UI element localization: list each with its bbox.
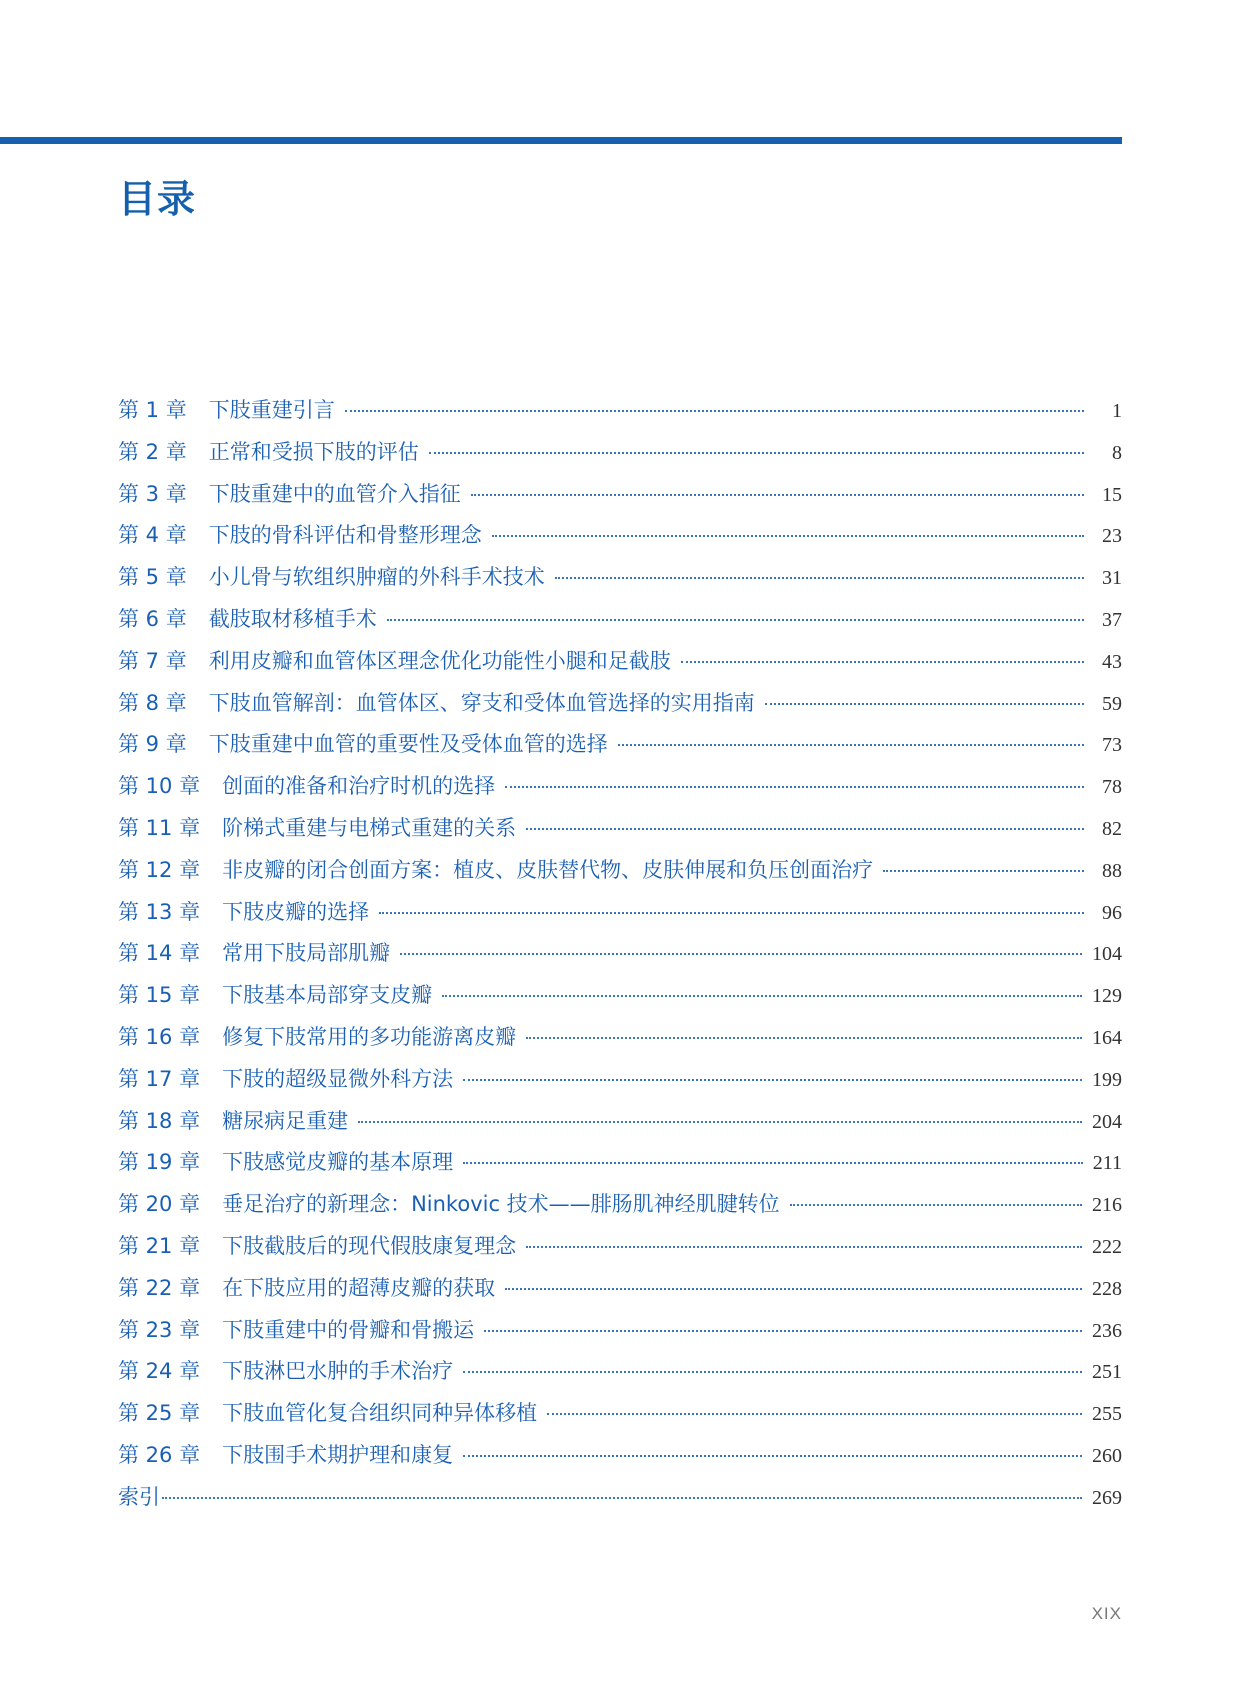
toc-entry-8[interactable] <box>118 687 1122 729</box>
page-number: 164 <box>1092 1026 1122 1049</box>
page-number: 15 <box>1102 483 1122 506</box>
chapter-number: 第 25 章 <box>118 1401 201 1426</box>
dot-leader <box>358 1121 1082 1123</box>
chapter-number: 第 16 章 <box>118 1024 201 1049</box>
chapter-number: 第 9 章 <box>118 732 187 757</box>
page-number: 199 <box>1092 1068 1122 1091</box>
chapter-title: 常用下肢局部肌瓣 <box>222 941 391 966</box>
toc-entry-20[interactable] <box>118 1188 1122 1230</box>
page-number: 59 <box>1102 692 1122 715</box>
chapter-title: 下肢重建中的血管介入指征 <box>208 481 461 506</box>
dot-leader <box>547 1413 1082 1415</box>
page-number: 96 <box>1102 901 1122 924</box>
dot-leader <box>471 494 1084 496</box>
page-number: 251 <box>1092 1361 1122 1384</box>
dot-leader <box>526 828 1084 830</box>
dot-leader <box>555 577 1084 579</box>
chapter-title: 修复下肢常用的多功能游离皮瓣 <box>222 1024 517 1049</box>
chapter-number: 第 14 章 <box>118 941 201 966</box>
page-number: 82 <box>1102 817 1122 840</box>
chapter-number: 第 23 章 <box>118 1317 201 1342</box>
chapter-number: 第 3 章 <box>118 481 187 506</box>
chapter-title: 利用皮瓣和血管体区理念优化功能性小腿和足截肢 <box>208 648 671 673</box>
toc-entry-6[interactable] <box>118 603 1122 645</box>
chapter-number: 第 15 章 <box>118 983 201 1008</box>
dot-leader <box>463 1079 1082 1081</box>
toc-entry-19[interactable] <box>118 1146 1122 1188</box>
dot-leader <box>463 1455 1082 1457</box>
page-number: 204 <box>1092 1110 1122 1133</box>
chapter-number: 第 10 章 <box>118 774 201 799</box>
dot-leader <box>883 870 1084 872</box>
dot-leader <box>429 452 1084 454</box>
page-number: 222 <box>1092 1235 1122 1258</box>
toc-entry-22[interactable] <box>118 1272 1122 1314</box>
page-number: 73 <box>1102 734 1122 757</box>
toc-entry-21[interactable] <box>118 1230 1122 1272</box>
chapter-title: 阶梯式重建与电梯式重建的关系 <box>222 815 517 840</box>
chapter-number: 第 26 章 <box>118 1442 201 1467</box>
dot-leader <box>765 703 1084 705</box>
page-number: 211 <box>1092 1152 1122 1175</box>
chapter-title: 下肢基本局部穿支皮瓣 <box>222 983 433 1008</box>
chapter-title: 创面的准备和治疗时机的选择 <box>222 774 496 799</box>
toc-entry-3[interactable] <box>118 478 1122 520</box>
toc-entry-2[interactable] <box>118 436 1122 478</box>
toc-entry-12[interactable] <box>118 854 1122 896</box>
chapter-number: 第 8 章 <box>118 690 187 715</box>
dot-leader <box>162 1497 1082 1499</box>
dot-leader <box>379 912 1084 914</box>
toc-entry-4[interactable] <box>118 519 1122 561</box>
dot-leader <box>505 786 1084 788</box>
chapter-title: 下肢血管化复合组织同种异体移植 <box>222 1401 538 1426</box>
page-number: 228 <box>1092 1277 1122 1300</box>
index-title: 索引 <box>118 1484 160 1509</box>
page-number: 31 <box>1102 567 1122 590</box>
chapter-number: 第 19 章 <box>118 1150 201 1175</box>
toc-entry-24[interactable] <box>118 1355 1122 1397</box>
chapter-title: 垂足治疗的新理念：Ninkovic 技术——腓肠肌神经肌腱转位 <box>222 1192 780 1217</box>
toc-entry-25[interactable] <box>118 1397 1122 1439</box>
chapter-title: 下肢的骨科评估和骨整形理念 <box>208 523 482 548</box>
chapter-number: 第 17 章 <box>118 1066 201 1091</box>
chapter-title: 正常和受损下肢的评估 <box>208 439 419 464</box>
dot-leader <box>484 1330 1082 1332</box>
chapter-number: 第 4 章 <box>118 523 187 548</box>
chapter-title: 下肢重建中的骨瓣和骨搬运 <box>222 1317 475 1342</box>
toc-entry-9[interactable] <box>118 728 1122 770</box>
page-title: 目录 <box>118 177 197 221</box>
chapter-number: 第 20 章 <box>118 1192 201 1217</box>
header-rule <box>0 137 1122 144</box>
chapter-number: 第 7 章 <box>118 648 187 673</box>
chapter-title: 下肢感觉皮瓣的基本原理 <box>222 1150 454 1175</box>
toc-entry-18[interactable] <box>118 1105 1122 1147</box>
chapter-title: 下肢血管解剖：血管体区、穿支和受体血管选择的实用指南 <box>208 690 755 715</box>
dot-leader <box>400 953 1082 955</box>
dot-leader <box>387 619 1084 621</box>
page-number: 88 <box>1102 859 1122 882</box>
toc-entry-7[interactable] <box>118 645 1122 687</box>
toc-entry-13[interactable] <box>118 896 1122 938</box>
dot-leader <box>681 661 1084 663</box>
toc-entry-11[interactable] <box>118 812 1122 854</box>
dot-leader <box>618 744 1084 746</box>
chapter-title: 下肢重建引言 <box>208 398 335 422</box>
chapter-number: 第 11 章 <box>118 815 201 840</box>
chapter-number: 第 6 章 <box>118 606 187 631</box>
chapter-number: 第 13 章 <box>118 899 201 924</box>
page-number: 43 <box>1102 650 1122 673</box>
chapter-title: 小儿骨与软组织肿瘤的外科手术技术 <box>208 565 545 590</box>
dot-leader <box>463 1162 1083 1164</box>
chapter-number: 第 22 章 <box>118 1275 201 1300</box>
toc-entry-14[interactable] <box>118 937 1122 979</box>
chapter-title: 下肢淋巴水肿的手术治疗 <box>222 1359 454 1384</box>
page-number: 129 <box>1092 985 1122 1008</box>
toc-entry-16[interactable] <box>118 1021 1122 1063</box>
dot-leader <box>526 1037 1082 1039</box>
page-number: 23 <box>1102 525 1122 548</box>
toc-entry-10[interactable] <box>118 770 1122 812</box>
chapter-number: 第 18 章 <box>118 1108 201 1133</box>
page-number: 216 <box>1092 1194 1122 1217</box>
page-number: 78 <box>1102 776 1122 799</box>
dot-leader <box>442 995 1082 997</box>
toc-entry-17[interactable] <box>118 1063 1122 1105</box>
page-number: 104 <box>1092 943 1122 966</box>
dot-leader <box>526 1246 1082 1248</box>
chapter-title: 截肢取材移植手术 <box>208 606 377 631</box>
toc-entry-26[interactable] <box>118 1439 1122 1481</box>
chapter-number: 第 12 章 <box>118 857 201 882</box>
chapter-number: 第 24 章 <box>118 1359 201 1384</box>
page-number: 236 <box>1092 1319 1122 1342</box>
page-folio: XIX <box>1091 1604 1122 1623</box>
chapter-title: 糖尿病足重建 <box>222 1108 349 1133</box>
page-number: 8 <box>1112 441 1122 464</box>
chapter-number: 第 21 章 <box>118 1233 201 1258</box>
dot-leader <box>345 410 1084 412</box>
chapter-number: 第 2 章 <box>118 439 187 464</box>
dot-leader <box>463 1371 1082 1373</box>
chapter-title: 下肢截肢后的现代假肢康复理念 <box>222 1233 517 1258</box>
chapter-title: 下肢的超级显微外科方法 <box>222 1066 454 1091</box>
toc-entry-index[interactable] <box>118 1481 1122 1523</box>
chapter-number: 第 5 章 <box>118 565 187 590</box>
page-number: 260 <box>1092 1444 1122 1467</box>
toc-entry-5[interactable] <box>118 561 1122 603</box>
page-number: 255 <box>1092 1403 1122 1426</box>
chapter-number: 第 1 章 <box>118 398 187 422</box>
page-number: 269 <box>1092 1486 1122 1509</box>
chapter-title: 下肢围手术期护理和康复 <box>222 1442 454 1467</box>
toc-entry-23[interactable] <box>118 1314 1122 1356</box>
toc-entry-15[interactable] <box>118 979 1122 1021</box>
page-number: 37 <box>1102 608 1122 631</box>
dot-leader <box>505 1288 1082 1290</box>
page-number: 1 <box>1112 400 1122 422</box>
chapter-title: 在下肢应用的超薄皮瓣的获取 <box>222 1275 496 1300</box>
table-of-contents <box>118 394 1122 1523</box>
chapter-title: 下肢重建中血管的重要性及受体血管的选择 <box>208 732 608 757</box>
chapter-title: 非皮瓣的闭合创面方案：植皮、皮肤替代物、皮肤伸展和负压创面治疗 <box>222 857 874 882</box>
toc-entry-1[interactable] <box>118 394 1122 436</box>
dot-leader <box>492 535 1084 537</box>
chapter-title: 下肢皮瓣的选择 <box>222 899 370 924</box>
dot-leader <box>790 1204 1082 1206</box>
